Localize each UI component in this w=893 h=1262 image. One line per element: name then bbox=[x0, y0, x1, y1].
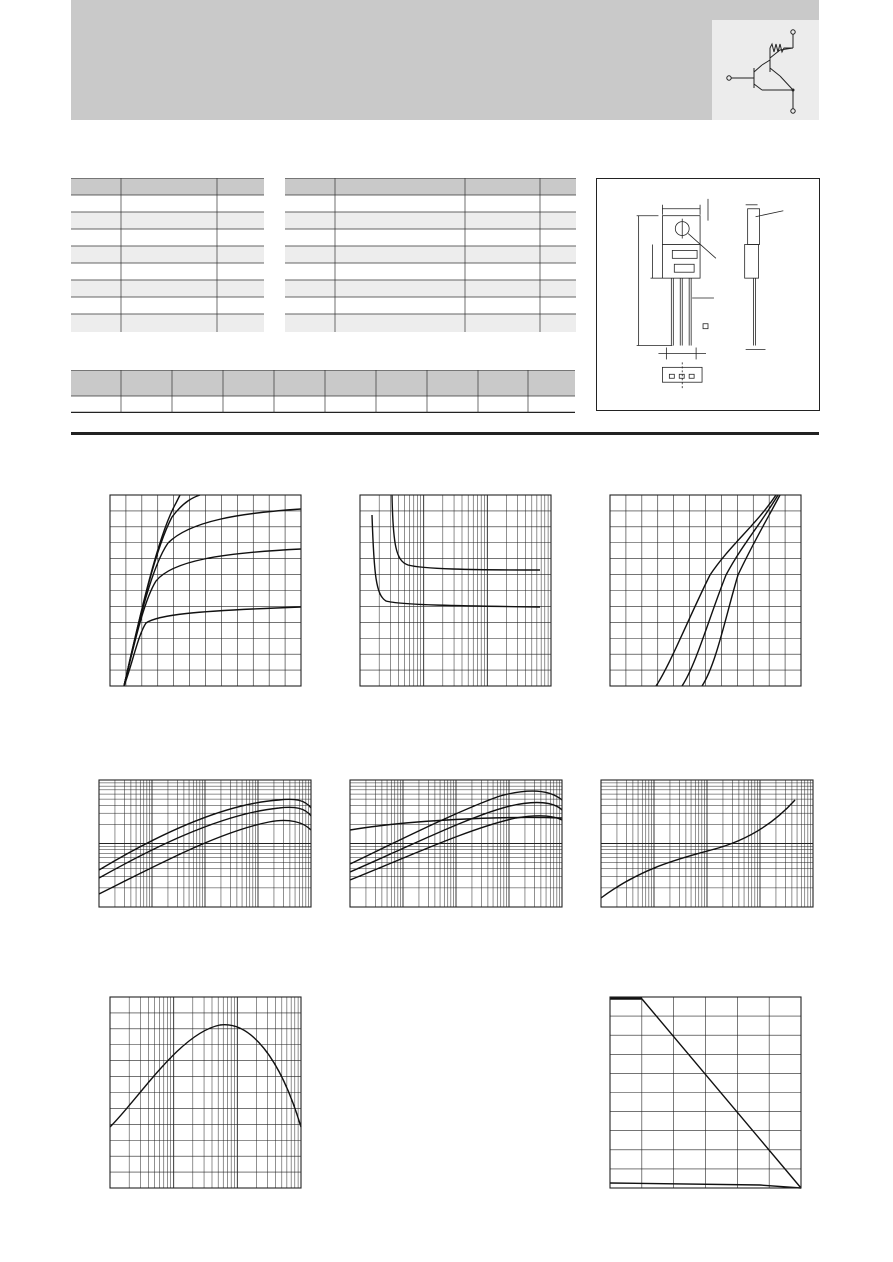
chart-hfe-ic-temp bbox=[99, 780, 311, 907]
chart-pc-ta bbox=[610, 997, 801, 1188]
darlington-transistor-icon bbox=[712, 20, 819, 120]
table-row-shade bbox=[71, 280, 264, 297]
section-divider bbox=[71, 432, 819, 435]
chart-ft-ic bbox=[110, 997, 301, 1188]
hfe-rank-table bbox=[71, 370, 575, 413]
table-header-row bbox=[285, 178, 576, 195]
chart-hfe-ic-vce bbox=[350, 780, 562, 907]
electrical-characteristics-table bbox=[285, 178, 576, 332]
curve-1 bbox=[124, 607, 301, 686]
table-row-shade bbox=[71, 212, 264, 229]
table-row-shade bbox=[71, 314, 264, 332]
header-band bbox=[71, 0, 819, 120]
chart-ic-vbe bbox=[610, 495, 801, 686]
curve-2 bbox=[124, 549, 301, 686]
chart-ic-vce bbox=[110, 495, 301, 686]
curve-1 bbox=[601, 800, 795, 898]
table-row-shade bbox=[71, 246, 264, 263]
table-row-shade bbox=[285, 246, 576, 263]
table-header-row bbox=[71, 178, 264, 195]
chart-vce-ib bbox=[360, 495, 551, 686]
absolute-ratings-table bbox=[71, 178, 264, 332]
table-row-shade bbox=[285, 314, 576, 332]
to220-package-outline-icon bbox=[597, 179, 819, 410]
chart-thermal-resistance bbox=[601, 780, 813, 907]
curve-1 bbox=[110, 1025, 301, 1127]
table-row-shade bbox=[285, 280, 576, 297]
table-header-row bbox=[71, 370, 575, 396]
curve-3 bbox=[124, 509, 301, 686]
curve-1 bbox=[372, 515, 540, 607]
table-row-shade bbox=[285, 212, 576, 229]
package-outline-box bbox=[596, 178, 820, 411]
